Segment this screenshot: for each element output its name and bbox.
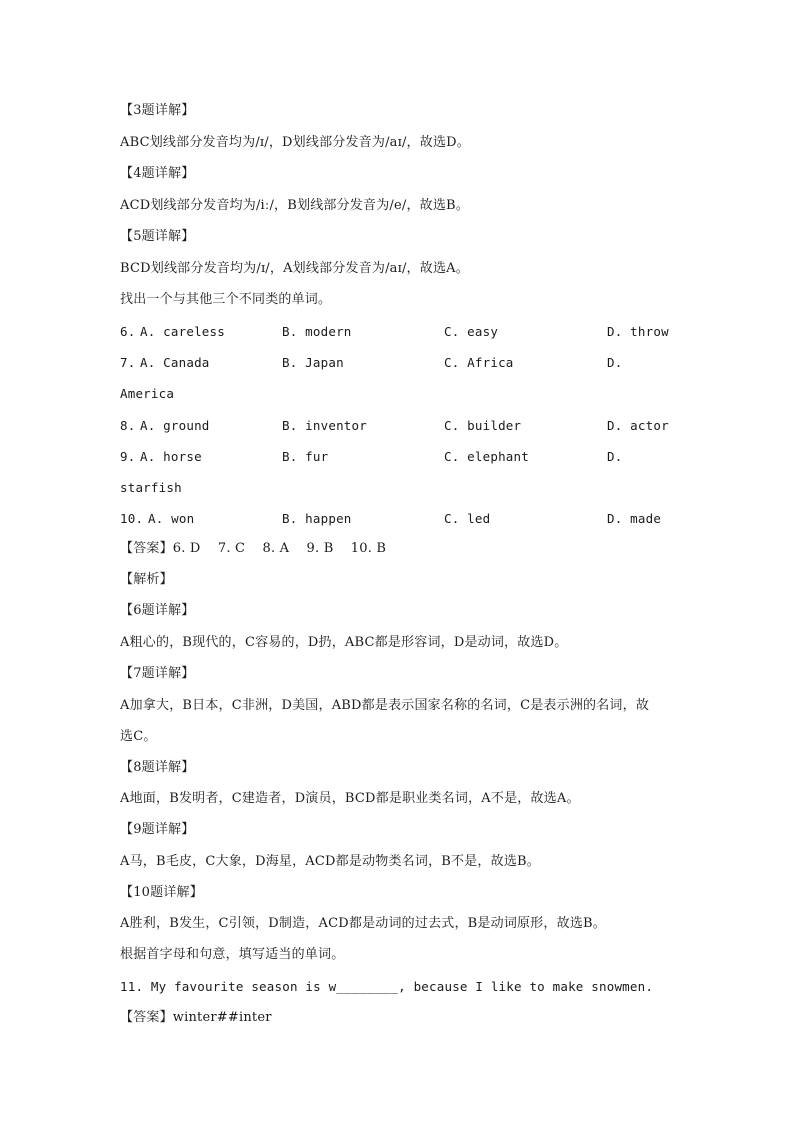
option-c: C. elephant	[444, 449, 529, 464]
question-7	[120, 354, 680, 372]
option-b: B. fur	[282, 449, 329, 464]
part-title-classify: 找出一个与其他三个不同类的单词。	[120, 292, 332, 307]
question-11: 11. My favourite season is w________, because I like to make snowmen.	[120, 979, 654, 994]
option-a: A. Canada	[140, 355, 210, 370]
q5-heading: 【5题详解】	[120, 229, 195, 244]
option-d: D. throw	[607, 324, 669, 339]
option-d: D.	[607, 449, 623, 464]
option-c: C. Africa	[444, 355, 514, 370]
q7-explanation-continued: 选C。	[120, 729, 157, 744]
option-c: C. builder	[444, 418, 522, 433]
option-a: A. ground	[140, 418, 210, 433]
option-a: A. won	[148, 511, 195, 526]
answer-key: 【答案】6. D 7. C 8. A 9. B 10. B	[120, 541, 387, 556]
q7-explanation: A加拿大，B日本，C非洲，D美国，ABD都是表示国家名称的名词，C是表示洲的名词，故	[120, 698, 650, 713]
question-11-answer: 【答案】winter##inter	[120, 1010, 272, 1025]
q4-explanation: ACD划线部分发音均为/iː/，B划线部分发音为/e/，故选B。	[120, 198, 470, 213]
option-d: D. made	[607, 511, 662, 526]
part-title-fill-in: 根据首字母和句意，填写适当的单词。	[120, 947, 345, 962]
q6-explanation: A粗心的，B现代的，C容易的，D扔，ABC都是形容词，D是动词，故选D。	[120, 635, 568, 650]
q5-explanation: BCD划线部分发音均为/ɪ/，A划线部分发音为/aɪ/，故选A。	[120, 261, 469, 276]
option-d: D. actor	[607, 418, 669, 433]
option-a: A. careless	[140, 324, 225, 339]
question-9-option-d-wrap: starfish	[120, 480, 182, 495]
q8-explanation: A地面，B发明者，C建造者，D演员，BCD都是职业类名词，A不是，故选A。	[120, 791, 580, 806]
q9-explanation: A马，B毛皮，C大象，D海星，ACD都是动物类名词，B不是，故选B。	[120, 854, 540, 869]
q3-explanation: ABC划线部分发音均为/ɪ/，D划线部分发音为/aɪ/，故选D。	[120, 135, 470, 150]
q8-heading: 【8题详解】	[120, 760, 195, 775]
q7-heading: 【7题详解】	[120, 666, 195, 681]
option-a: A. horse	[140, 449, 202, 464]
option-b: B. inventor	[282, 418, 367, 433]
question-8	[120, 417, 680, 435]
q9-heading: 【9题详解】	[120, 822, 195, 837]
option-b: B. Japan	[282, 355, 344, 370]
question-number: 7.	[120, 355, 136, 370]
question-number: 6.	[120, 324, 136, 339]
option-b: B. modern	[282, 324, 352, 339]
option-b: B. happen	[282, 511, 352, 526]
analysis-label: 【解析】	[120, 572, 173, 587]
option-d: D.	[607, 355, 623, 370]
q6-heading: 【6题详解】	[120, 603, 195, 618]
question-6	[120, 323, 680, 341]
question-9	[120, 448, 680, 466]
option-c: C. easy	[444, 324, 499, 339]
question-number: 10.	[120, 511, 144, 526]
question-number: 8.	[120, 418, 136, 433]
q10-heading: 【10题详解】	[120, 885, 203, 900]
q4-heading: 【4题详解】	[120, 166, 195, 181]
question-10	[120, 510, 680, 528]
q3-heading: 【3题详解】	[120, 103, 195, 118]
q10-explanation: A胜利，B发生，C引领，D制造，ACD都是动词的过去式，B是动词原形，故选B。	[120, 916, 606, 931]
option-c: C. led	[444, 511, 491, 526]
question-number: 9.	[120, 449, 136, 464]
question-7-option-d-wrap: America	[120, 386, 175, 401]
